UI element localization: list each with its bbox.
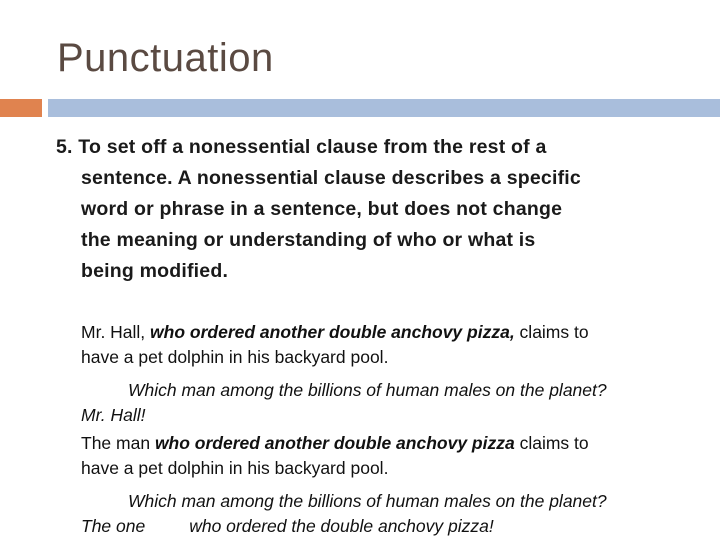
example-text: claims to [514,433,589,453]
example-answer [81,514,701,539]
point-line: word or phrase in a sentence, but does not change [81,198,563,220]
rule-point [56,132,696,287]
example-sentence-line: have a pet dolphin in his backyard pool. [81,458,389,478]
title-divider-bar [48,99,720,117]
point-line: To set off a nonessential clause from the rest of a [78,136,547,158]
example-question: Which man among the billions of human males on the planet? [128,380,607,400]
example-text: Mr. Hall, [81,322,151,342]
example-clause: who ordered another double anchovy pizza [154,433,515,453]
example-text: The man [81,433,155,453]
example-sentence-line [81,431,701,456]
example-nonessential [81,320,701,428]
example-answer-part: who ordered the double anchovy pizza! [189,516,494,536]
title-accent-bar [0,99,42,117]
example-sentence-line [81,320,701,345]
point-line: being modified. [81,260,229,282]
example-clause: who ordered another double anchovy pizza, [150,322,515,342]
example-text: claims to [514,322,589,342]
example-answer-part: The one [81,516,146,536]
point-line: sentence. A nonessential clause describes a specific [81,167,581,189]
example-essential [81,431,701,539]
point-number: 5. [56,136,73,158]
example-answer: Mr. Hall! [81,405,146,425]
point-line: the meaning or understanding of who or what is [81,229,536,251]
example-question: Which man among the billions of human males on the planet? [128,491,607,511]
slide-title: Punctuation [57,36,274,80]
example-sentence-line: have a pet dolphin in his backyard pool. [81,347,389,367]
